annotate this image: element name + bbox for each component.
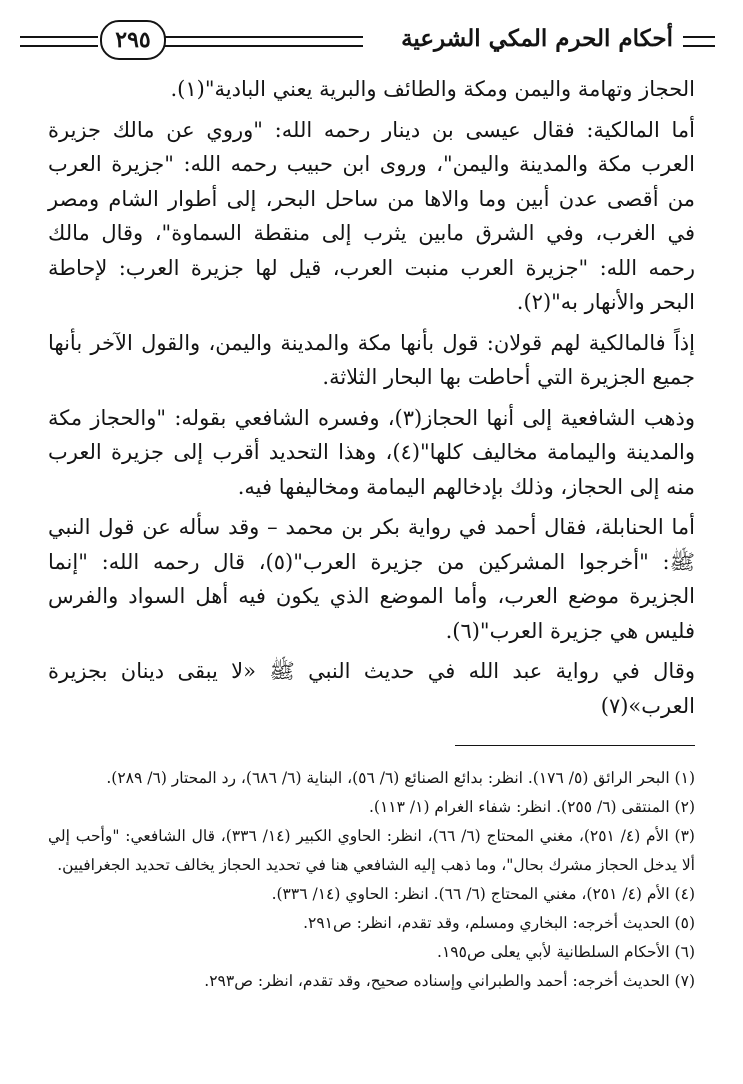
book-title: أحكام الحرم المكي الشرعية <box>401 25 673 52</box>
footnote: (١) البحر الرائق (٥/ ١٧٦). انظر: بدائع الصنائع (٦/ ٥٦)، البناية (٦/ ٦٨٦)، رد المحتار (٦/ ٢٨٩). <box>106 769 695 787</box>
footnote-separator <box>455 745 695 746</box>
footnote: (٥) الحديث أخرجه: البخاري ومسلم، وقد تقدم، انظر: ص٢٩١. <box>303 914 695 932</box>
paragraph: أما الحنابلة، فقال أحمد في رواية بكر بن محمد – وقد سأله عن قول النبي ﷺ: "أخرجوا المشركين من جزيرة العرب"(٥)، قال رحمه الله: "إنما الجزيرة موضع العرب، وأما الموضع الذي يكون فيه أهل السواد والفرس فليس هي جزيرة العرب"(٦). <box>48 515 695 643</box>
paragraph: وقال في رواية عبد الله في حديث النبي ﷺ «لا يبقى دينان بجزيرة العرب»(٧) <box>48 659 695 718</box>
footnotes <box>48 764 695 996</box>
paragraph: وذهب الشافعية إلى أنها الحجاز(٣)، وفسره الشافعي بقوله: "والحجاز مكة والمدينة واليمامة مخاليف كلها"(٤)، وهذا التحديد أقرب إلى جزيرة العرب منه إلى الحجاز، وذلك بإدخالهم اليمامة ومخاليفها فيه. <box>48 405 696 499</box>
footnote: (٣) الأم (٤/ ٢٥١)، مغني المحتاج (٦/ ٦٦)، انظر: الحاوي الكبير (١٤/ ٣٣٦)، قال الشافعي: "وأحب إلي ألا يدخل الحجاز مشرك بحال"، وما ذهب إليه الشافعي هنا في تحديد الحجاز يخالف تحديد الجغرافيين. <box>48 827 695 874</box>
footnote: (٢) المنتقى (٦/ ٢٥٥). انظر: شفاء الغرام (١/ ١١٣). <box>368 798 695 816</box>
footnote: (٤) الأم (٤/ ٢٥١)، مغني المحتاج (٦/ ٦٦). انظر: الحاوي (١٤/ ٣٣٦). <box>271 885 695 903</box>
page-number: ٢٩٥ <box>100 20 166 60</box>
header-ornament-right <box>683 36 715 47</box>
footnote: (٧) الحديث أخرجه: أحمد والطبراني وإسناده صحيح، وقد تقدم، انظر: ص٢٩٣. <box>204 972 695 990</box>
header-rule-left <box>20 36 98 47</box>
paragraph: الحجاز وتهامة واليمن ومكة والطائف والبرية يعني البادية"(١). <box>170 77 695 101</box>
paragraph: أما المالكية: فقال عيسى بن دينار رحمه الله: "وروي عن مالك جزيرة العرب مكة والمدينة واليمن"، وروى ابن حبيب رحمه الله: "جزيرة العرب من أقصى عدن أبين وما والاها من ساحل البحر، إلى أطوار الشام ومصر في الغرب، وفي الشرق مابين يثرب إلى منقطة السماوة"، وقال مالك رحمه الله: "جزيرة العرب منبت العرب، قيل لها جزيرة العرب: لإحاطة البحر والأنهار به"(٢). <box>48 117 695 314</box>
footnote: (٦) الأحكام السلطانية لأبي يعلى ص١٩٥. <box>437 943 695 961</box>
running-header <box>20 18 723 62</box>
paragraph: إذاً فالمالكية لهم قولان: قول بأنها مكة والمدينة واليمن، والقول الآخر بأنها جميع الجزيرة التي أحاطت بها البحار الثلاثة. <box>48 330 695 389</box>
header-rule <box>162 36 363 47</box>
main-text <box>48 72 695 729</box>
